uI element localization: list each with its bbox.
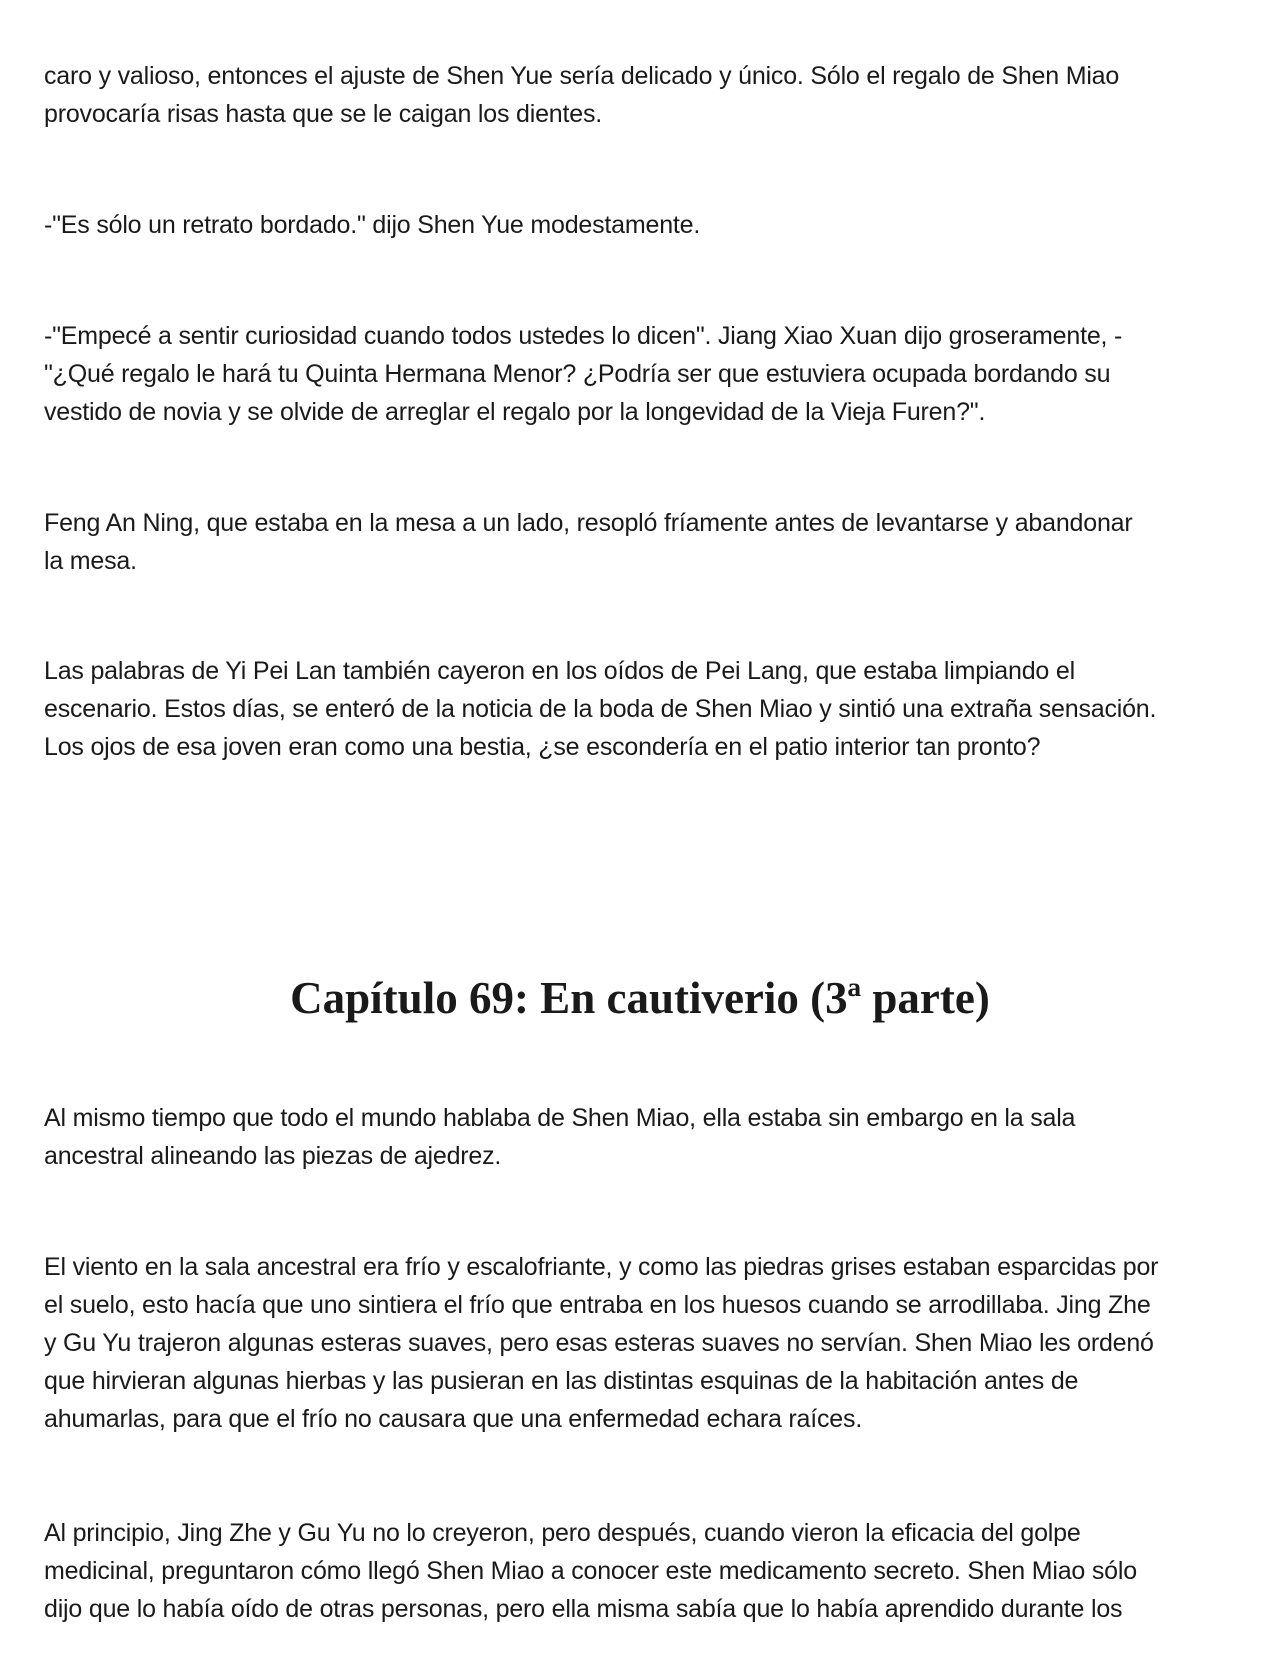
paragraph: Al principio, Jing Zhe y Gu Yu no lo creyeron, pero después, cuando vieron la eficacia del golpe medicinal, preguntaron cómo llegó Shen Miao a conocer este medicamento secreto. Shen Miao sólo dijo que lo había oído de otras personas, pero ella misma sabía que lo había aprendido durante los — [44, 1519, 1137, 1623]
paragraph: Al mismo tiempo que todo el mundo hablaba de Shen Miao, ella estaba sin embargo en la sala ancestral alineando las piezas de ajedrez. — [44, 1104, 1076, 1170]
paragraph: Las palabras de Yi Pei Lan también cayeron en los oídos de Pei Lang, que estaba limpiando el escenario. Estos días, se enteró de la noticia de la boda de Shen Miao y sintió una extraña sensación. Los ojos de esa joven eran como una bestia, ¿se escondería en el patio interior tan pronto? — [44, 657, 1157, 761]
chapter-title: Capítulo 69: En cautiverio (3ª parte) — [290, 973, 990, 1023]
paragraph: -"Es sólo un retrato bordado." dijo Shen Yue modestamente. — [44, 211, 701, 239]
paragraph: Feng An Ning, que estaba en la mesa a un lado, resopló fríamente antes de levantarse y abandonar la mesa. — [44, 509, 1133, 575]
paragraph: El viento en la sala ancestral era frío y escalofriante, y como las piedras grises estaban esparcidas por el suelo, esto hacía que uno sintiera el frío que entraba en los huesos cuando se arrodillaba. Jing Zhe y Gu Yu trajeron algunas esteras suaves, pero esas esteras suaves no servían. Shen Miao les ordenó que hirvieran algunas hierbas y las pusieran en las distintas esquinas de la habitación antes de ahumarlas, para que el frío no causara que una enfermedad echara raíces. — [44, 1253, 1159, 1433]
paragraph: -"Empecé a sentir curiosidad cuando todos ustedes lo dicen". Jiang Xiao Xuan dijo groseramente, - "¿Qué regalo le hará tu Quinta Hermana Menor? ¿Podría ser que estuviera ocupada bordando su vestido de novia y se olvide de arreglar el regalo por la longevidad de la Vieja Furen?". — [44, 322, 1123, 426]
paragraph: caro y valioso, entonces el ajuste de Shen Yue sería delicado y único. Sólo el regalo de Shen Miao provocaría risas hasta que se le caigan los dientes. — [44, 62, 1120, 128]
